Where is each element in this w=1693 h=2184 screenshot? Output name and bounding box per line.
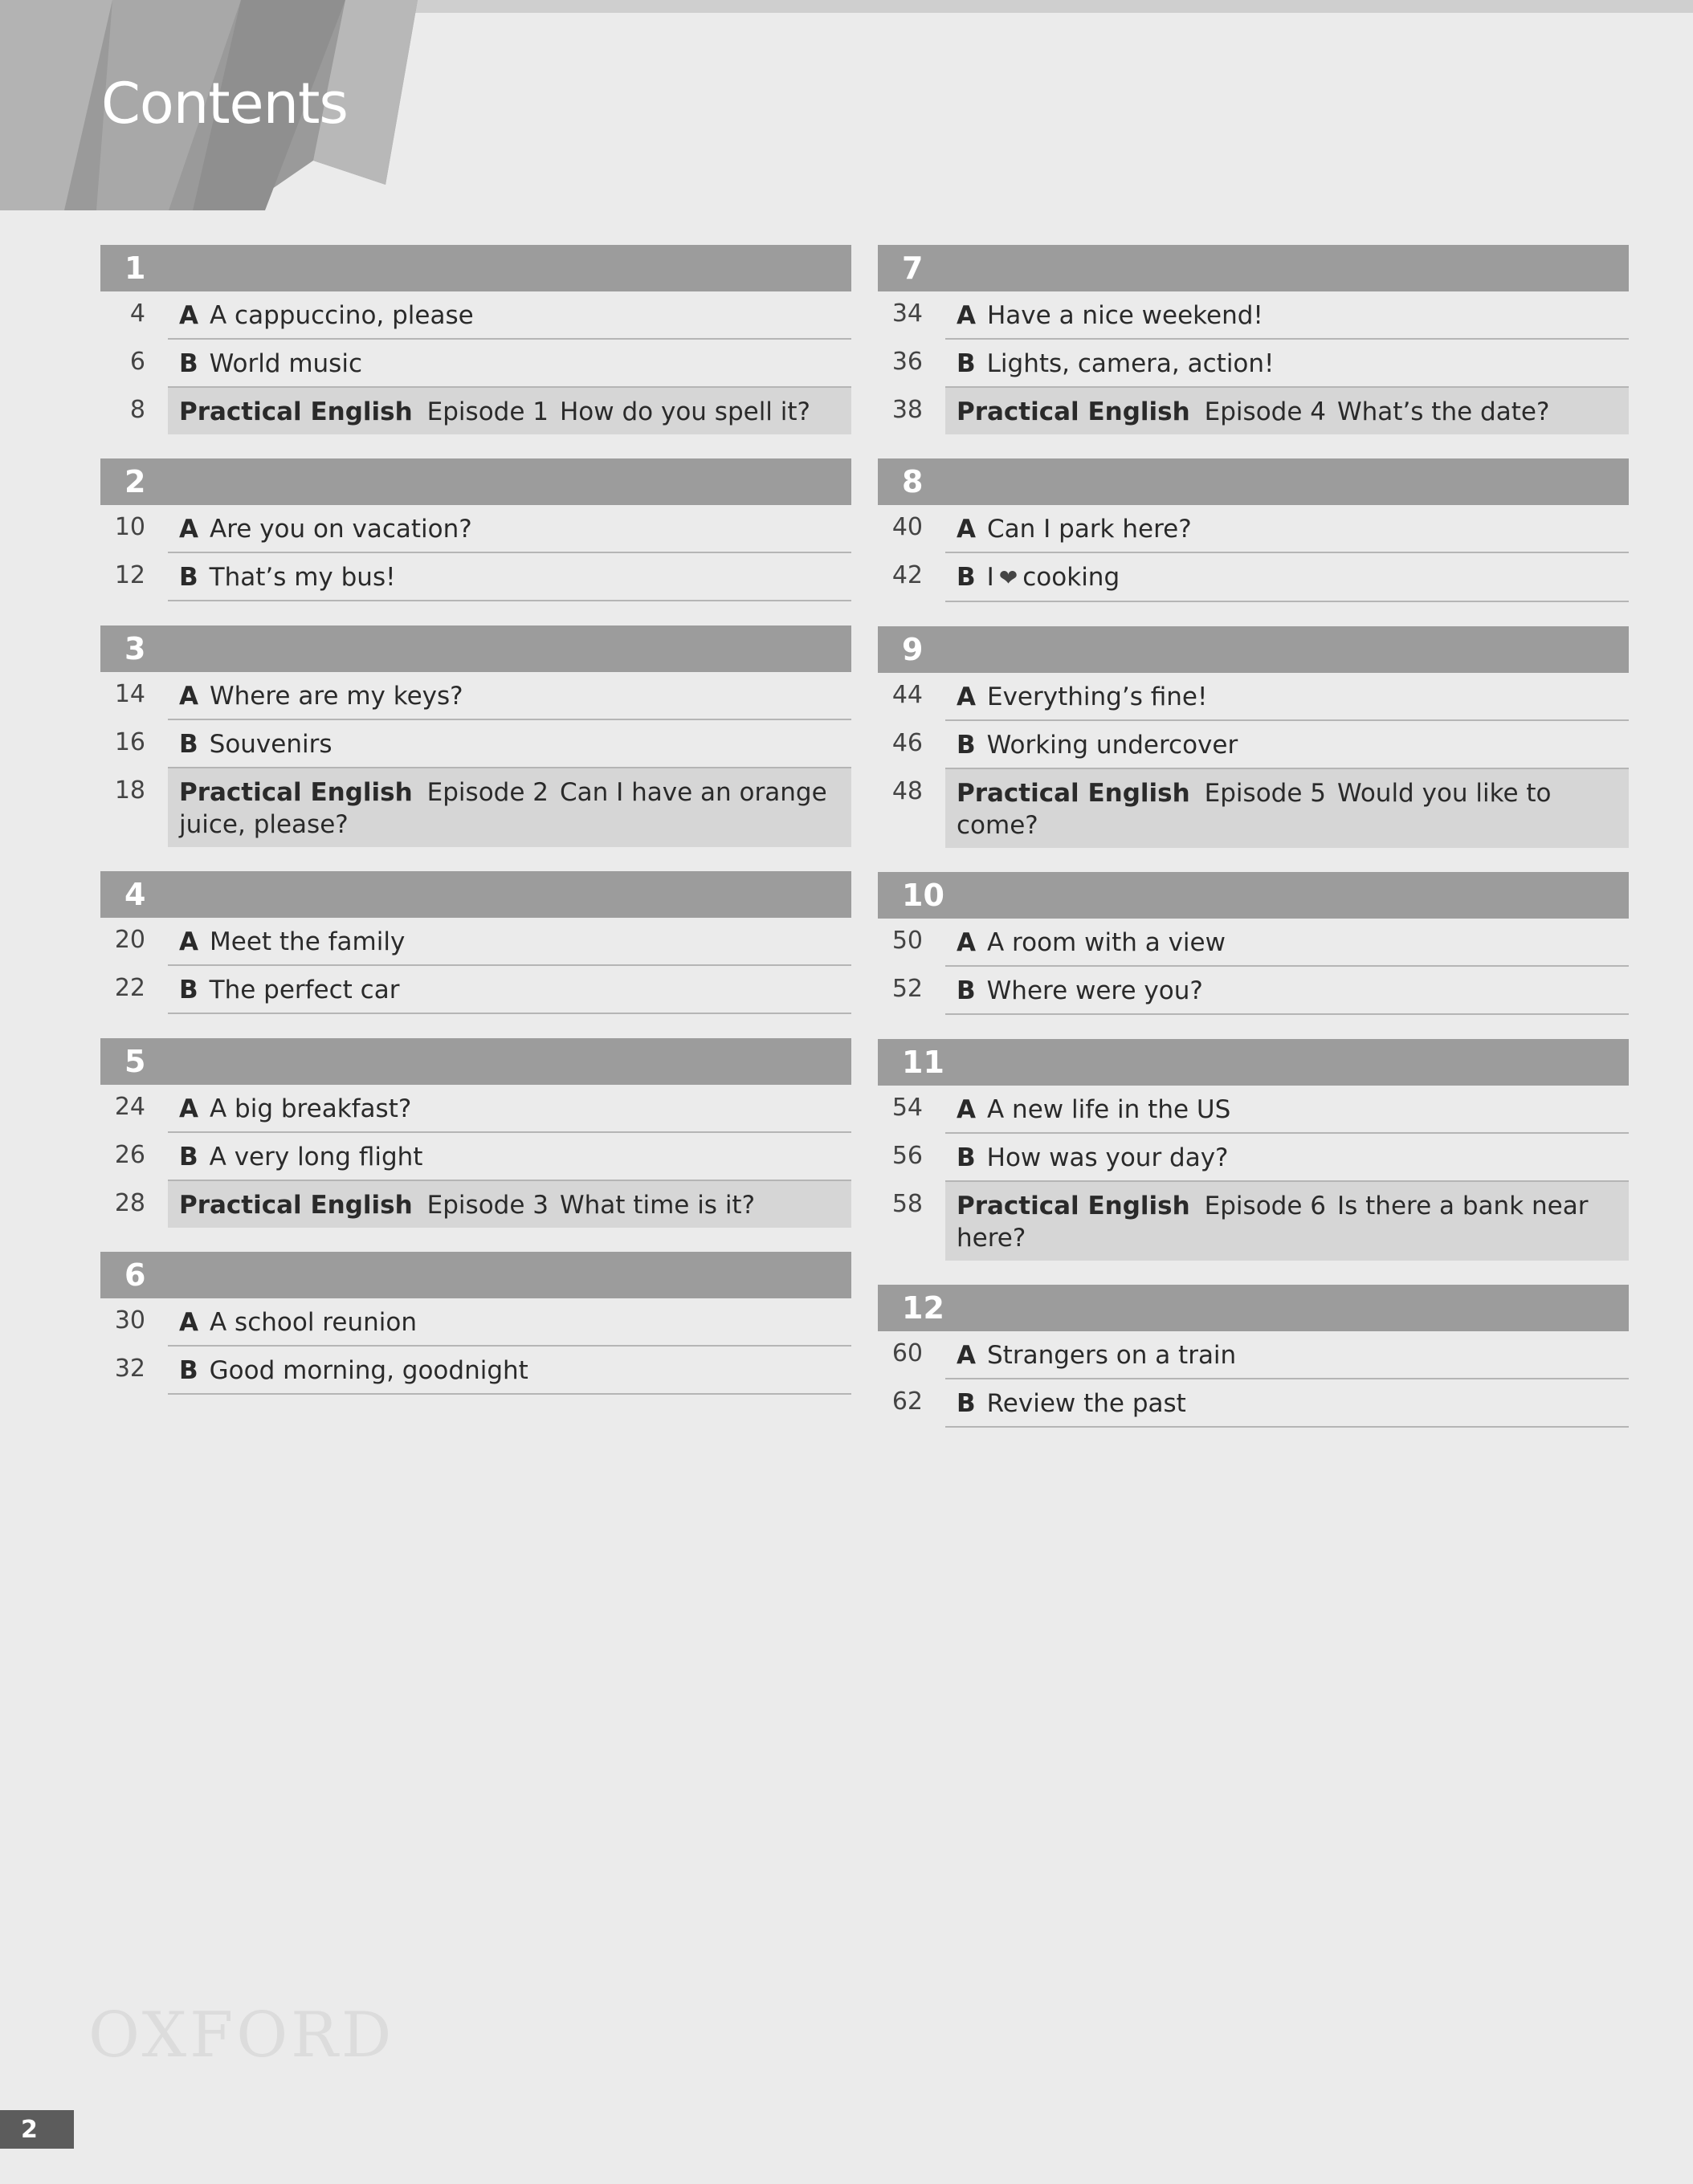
unit-number: 9 <box>902 632 924 667</box>
oxford-watermark: OXFORD <box>88 1999 395 2072</box>
lesson-row[interactable] <box>100 672 851 720</box>
lesson-page-number: 60 <box>891 1339 923 1367</box>
lesson-page-number: 30 <box>114 1306 145 1334</box>
lesson-page-number: 8 <box>129 396 145 424</box>
practical-english-entry[interactable] <box>945 388 1629 434</box>
lesson-row[interactable] <box>878 1134 1629 1182</box>
lesson-page-number: 14 <box>114 680 145 708</box>
lesson-entry[interactable] <box>945 919 1629 967</box>
lesson-letter: B <box>957 563 976 592</box>
lesson-title: Is there a bank near here? <box>957 1192 1589 1253</box>
unit-number: 6 <box>124 1257 146 1293</box>
lesson-entry[interactable] <box>168 1133 851 1181</box>
unit-header-bar <box>878 1039 1629 1086</box>
lesson-row[interactable] <box>878 967 1629 1015</box>
practical-english-label: Practical English <box>179 778 413 807</box>
lesson-page-number: 36 <box>891 348 923 376</box>
lesson-title: How was your day? <box>986 1143 1229 1172</box>
unit-header-bar <box>100 1252 851 1298</box>
lesson-letter: B <box>957 1143 976 1172</box>
page-number-tab <box>0 2110 74 2149</box>
lesson-title: The perfect car <box>209 976 400 1004</box>
lesson-row[interactable] <box>878 1086 1629 1134</box>
lesson-entry[interactable] <box>945 721 1629 769</box>
lesson-page-number: 16 <box>114 728 145 756</box>
lesson-page-number: 42 <box>891 561 923 589</box>
unit-number: 8 <box>902 464 924 499</box>
lesson-row[interactable] <box>100 918 851 966</box>
lesson-entry[interactable] <box>168 553 851 601</box>
lesson-entry[interactable] <box>945 1086 1629 1134</box>
lesson-entry[interactable] <box>168 505 851 553</box>
practical-english-entry[interactable] <box>945 769 1629 848</box>
lesson-row[interactable] <box>100 553 851 601</box>
lesson-row[interactable] <box>100 505 851 553</box>
lesson-row[interactable] <box>100 340 851 388</box>
unit-header-bar <box>100 1038 851 1085</box>
practical-english-entry[interactable] <box>168 1181 851 1228</box>
lesson-title: What time is it? <box>560 1191 756 1220</box>
lesson-page-number: 20 <box>114 926 145 954</box>
lesson-letter: A <box>957 515 976 544</box>
lesson-row[interactable] <box>878 919 1629 967</box>
practical-english-entry[interactable] <box>945 1182 1629 1261</box>
practical-english-entry[interactable] <box>168 768 851 847</box>
lesson-row[interactable] <box>878 1182 1629 1261</box>
lesson-letter: A <box>179 515 198 544</box>
lesson-letter: A <box>957 301 976 330</box>
unit-header-bar <box>878 626 1629 673</box>
unit-number: 12 <box>902 1290 944 1326</box>
lesson-letter: B <box>179 1356 198 1385</box>
lesson-letter: A <box>957 1341 976 1370</box>
lesson-title: A cappuccino, please <box>210 301 474 330</box>
lesson-page-number: 46 <box>891 729 923 757</box>
lesson-entry[interactable] <box>168 918 851 966</box>
lesson-page-number: 4 <box>129 299 145 328</box>
lesson-row[interactable] <box>878 291 1629 340</box>
lesson-entry[interactable] <box>945 673 1629 721</box>
lesson-letter: A <box>957 928 976 957</box>
lesson-entry[interactable] <box>168 340 851 388</box>
lesson-title: That’s my bus! <box>209 563 396 592</box>
lesson-title: Souvenirs <box>209 730 332 759</box>
lesson-letter: B <box>179 349 198 378</box>
lesson-entry[interactable] <box>168 1298 851 1347</box>
lesson-page-number: 18 <box>114 776 145 805</box>
lesson-letter: B <box>957 976 976 1005</box>
unit-number: 5 <box>124 1044 146 1079</box>
lesson-title: Meet the family <box>210 927 406 956</box>
lesson-page-number: 10 <box>114 513 145 541</box>
unit-section <box>100 871 851 1014</box>
unit-number: 3 <box>124 631 146 666</box>
lesson-title: Would you like to come? <box>957 779 1552 840</box>
lesson-title: Have a nice weekend! <box>987 301 1263 330</box>
lesson-title-prefix: I <box>986 563 994 592</box>
unit-number: 2 <box>124 464 146 499</box>
lesson-title: World music <box>209 349 362 378</box>
lesson-entry[interactable] <box>945 505 1629 553</box>
unit-number: 7 <box>902 251 924 286</box>
unit-section <box>878 626 1629 848</box>
lesson-entry[interactable] <box>168 1085 851 1133</box>
lesson-letter: A <box>179 1308 198 1337</box>
lesson-entry[interactable] <box>945 1379 1629 1428</box>
lesson-letter: B <box>179 1143 198 1171</box>
lesson-letter: A <box>179 682 198 711</box>
lesson-row[interactable] <box>100 1298 851 1347</box>
lesson-title: Everything’s fine! <box>987 682 1208 711</box>
lesson-page-number: 28 <box>114 1189 145 1217</box>
practical-english-label: Practical English <box>179 397 413 426</box>
lesson-page-number: 6 <box>129 348 145 376</box>
lesson-entry[interactable] <box>168 966 851 1014</box>
lesson-title: Lights, camera, action! <box>986 349 1275 378</box>
unit-section <box>878 1285 1629 1428</box>
unit-header-bar <box>100 625 851 672</box>
lesson-entry[interactable] <box>168 720 851 768</box>
lesson-page-number: 32 <box>114 1355 145 1383</box>
lesson-letter: B <box>957 731 976 760</box>
contents-column-left <box>100 245 851 1419</box>
episode-label: Episode 6 <box>1204 1192 1326 1220</box>
lesson-page-number: 58 <box>891 1190 923 1218</box>
lesson-title: Where are my keys? <box>210 682 463 711</box>
practical-english-label: Practical English <box>957 1192 1190 1220</box>
lesson-title: A new life in the US <box>987 1095 1231 1124</box>
lesson-page-number: 26 <box>114 1141 145 1169</box>
unit-section <box>878 1039 1629 1261</box>
lesson-row[interactable] <box>100 768 851 847</box>
lesson-title: Working undercover <box>986 731 1238 760</box>
lesson-letter: A <box>179 301 198 330</box>
lesson-letter: B <box>957 1389 976 1418</box>
lesson-entry[interactable] <box>945 553 1629 602</box>
lesson-letter: A <box>957 682 976 711</box>
lesson-page-number: 62 <box>891 1387 923 1416</box>
lesson-row[interactable] <box>878 553 1629 602</box>
lesson-title: Can I park here? <box>987 515 1192 544</box>
unit-section <box>100 625 851 847</box>
lesson-title: Strangers on a train <box>987 1341 1237 1370</box>
episode-label: Episode 2 <box>426 778 549 807</box>
lesson-entry[interactable] <box>168 672 851 720</box>
lesson-title: Review the past <box>986 1389 1186 1418</box>
unit-section <box>100 245 851 434</box>
lesson-row[interactable] <box>878 1331 1629 1379</box>
page-number: 2 <box>21 2115 38 2144</box>
lesson-page-number: 40 <box>891 513 923 541</box>
lesson-page-number: 38 <box>891 396 923 424</box>
unit-header-bar <box>100 245 851 291</box>
unit-number: 11 <box>902 1045 944 1080</box>
lesson-row[interactable] <box>878 1379 1629 1428</box>
lesson-title: A room with a view <box>987 928 1226 957</box>
lesson-page-number: 48 <box>891 777 923 805</box>
lesson-row[interactable] <box>100 1347 851 1395</box>
lesson-letter: B <box>957 349 976 378</box>
lesson-entry[interactable] <box>945 1134 1629 1182</box>
lesson-page-number: 12 <box>114 561 145 589</box>
unit-section <box>878 872 1629 1015</box>
practical-english-label: Practical English <box>957 779 1190 808</box>
lesson-letter: B <box>179 976 198 1004</box>
lesson-entry[interactable] <box>945 291 1629 340</box>
lesson-row[interactable] <box>878 340 1629 388</box>
lesson-title: Good morning, goodnight <box>209 1356 528 1385</box>
lesson-letter: A <box>179 927 198 956</box>
unit-section <box>100 1038 851 1228</box>
unit-header-bar <box>878 1285 1629 1331</box>
lesson-row[interactable] <box>100 966 851 1014</box>
lesson-letter: B <box>179 563 198 592</box>
episode-label: Episode 4 <box>1204 397 1326 426</box>
unit-number: 1 <box>124 251 146 286</box>
practical-english-label: Practical English <box>957 397 1190 426</box>
unit-header-bar <box>100 458 851 505</box>
lesson-row[interactable] <box>878 769 1629 848</box>
unit-section <box>100 458 851 601</box>
lesson-entry[interactable] <box>945 1331 1629 1379</box>
lesson-page-number: 34 <box>891 299 923 328</box>
lesson-row[interactable] <box>100 1181 851 1228</box>
lesson-page-number: 54 <box>891 1094 923 1122</box>
contents-column-right <box>878 245 1629 1452</box>
lesson-entry[interactable] <box>168 291 851 340</box>
practical-english-label: Practical English <box>179 1191 413 1220</box>
lesson-page-number: 44 <box>891 681 923 709</box>
unit-header-bar <box>100 871 851 918</box>
unit-header-bar <box>878 872 1629 919</box>
lesson-page-number: 22 <box>114 974 145 1002</box>
unit-header-bar <box>878 245 1629 291</box>
lesson-letter: B <box>179 730 198 759</box>
unit-number: 4 <box>124 877 146 912</box>
lesson-title: Can I have an orange juice, please? <box>179 778 827 839</box>
lesson-row[interactable] <box>100 1085 851 1133</box>
lesson-title: Are you on vacation? <box>210 515 472 544</box>
lesson-title: A school reunion <box>210 1308 417 1337</box>
lesson-title: How do you spell it? <box>560 397 810 426</box>
unit-section <box>878 458 1629 602</box>
lesson-entry[interactable] <box>945 967 1629 1015</box>
lesson-title: A big breakfast? <box>210 1094 412 1123</box>
heart-icon: ❤ <box>998 564 1018 591</box>
lesson-row[interactable] <box>878 388 1629 434</box>
unit-header-bar <box>878 458 1629 505</box>
unit-section <box>100 1252 851 1395</box>
lesson-letter: A <box>179 1094 198 1123</box>
lesson-row[interactable] <box>878 721 1629 769</box>
lesson-row[interactable] <box>878 673 1629 721</box>
page-title: Contents <box>101 71 348 136</box>
episode-label: Episode 1 <box>426 397 549 426</box>
lesson-page-number: 56 <box>891 1142 923 1170</box>
lesson-row[interactable] <box>100 388 851 434</box>
lesson-title: Where were you? <box>986 976 1203 1005</box>
lesson-page-number: 24 <box>114 1093 145 1121</box>
unit-section <box>878 245 1629 434</box>
lesson-page-number: 50 <box>891 927 923 955</box>
lesson-row[interactable] <box>100 291 851 340</box>
practical-english-entry[interactable] <box>168 388 851 434</box>
lesson-row[interactable] <box>100 1133 851 1181</box>
lesson-letter: A <box>957 1095 976 1124</box>
lesson-entry[interactable] <box>945 340 1629 388</box>
lesson-title: A very long flight <box>209 1143 423 1171</box>
episode-label: Episode 3 <box>426 1191 549 1220</box>
lesson-title: cooking <box>1022 563 1120 592</box>
lesson-row[interactable] <box>878 505 1629 553</box>
lesson-page-number: 52 <box>891 975 923 1003</box>
lesson-row[interactable] <box>100 720 851 768</box>
unit-number: 10 <box>902 878 944 913</box>
lesson-title: What’s the date? <box>1337 397 1550 426</box>
lesson-entry[interactable] <box>168 1347 851 1395</box>
episode-label: Episode 5 <box>1204 779 1326 808</box>
